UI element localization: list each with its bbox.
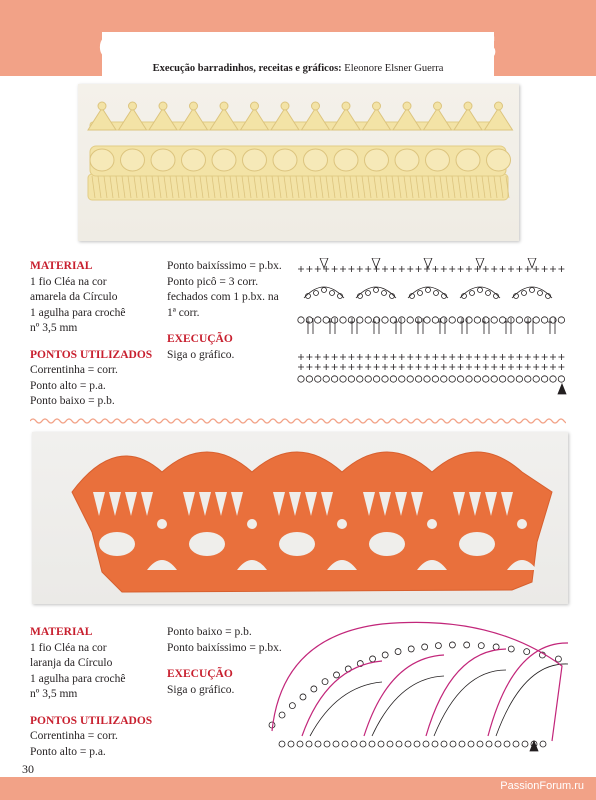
pattern1-stitch-line: Ponto picô = 3 corr. xyxy=(167,275,259,288)
pattern1-material-line: nº 3,5 mm xyxy=(30,322,78,334)
pattern1-material-heading: MATERIAL xyxy=(30,260,93,272)
pattern2-material-line: laranja da Círculo xyxy=(30,657,113,669)
pattern1-left-column xyxy=(30,259,152,410)
pattern1-material-line: 1 agulha para crochê xyxy=(30,306,126,319)
pattern2-stitch-line: Ponto baixo = p.b. xyxy=(167,626,252,638)
credits-author: Eleonore Elsner Guerra xyxy=(344,63,444,74)
credits-line xyxy=(0,62,596,76)
pattern2-stitch-line: Ponto alto = p.a. xyxy=(30,745,106,758)
pattern2-stitches-heading: PONTOS UTILIZADOS xyxy=(30,714,153,727)
pattern2-material-line: 1 fio Cléa na cor xyxy=(30,641,107,654)
pattern1-stitch-line: 1ª corr. xyxy=(167,306,200,319)
pattern1-stitch-line: Ponto baixo = p.b. xyxy=(30,395,115,407)
pattern2-material-heading: MATERIAL xyxy=(30,626,93,638)
pattern1-execution-text: Siga o gráfico. xyxy=(167,348,235,361)
pattern1-stitch-line: fechados com 1 p.bx. na xyxy=(167,291,279,303)
orange-border-photo xyxy=(32,432,568,604)
pattern1-stitch-line: Ponto baixíssimo = p.bx. xyxy=(167,260,282,272)
pattern1-stitch-line: Ponto alto = p.a. xyxy=(30,379,106,392)
pattern2-material-line: 1 agulha para crochê xyxy=(30,672,126,685)
pattern2-execution-heading: EXECUÇÃO xyxy=(167,668,233,680)
watermark: PassionForum.ru xyxy=(500,780,584,792)
section-divider xyxy=(30,413,566,429)
pattern1-stitch-diagram xyxy=(296,258,576,405)
pattern1-material-line: amarela da Círculo xyxy=(30,291,118,303)
page-number: 30 xyxy=(22,762,34,776)
pattern2-stitch-diagram xyxy=(262,606,572,761)
pattern1-execution-heading: EXECUÇÃO xyxy=(167,333,233,345)
pattern2-stitch-line: Ponto baixíssimo = p.bx. xyxy=(167,641,282,654)
pattern1-material-line: 1 fio Cléa na cor xyxy=(30,275,107,288)
pattern2-left-column xyxy=(30,625,152,760)
pattern2-material-line: nº 3,5 mm xyxy=(30,688,78,700)
yellow-border-photo xyxy=(78,84,519,241)
pattern1-right-column xyxy=(167,259,282,363)
pattern1-stitches-heading: PONTOS UTILIZADOS xyxy=(30,348,153,361)
pattern2-execution-text: Siga o gráfico. xyxy=(167,683,235,696)
pattern1-stitch-line: Correntinha = corr. xyxy=(30,364,118,376)
credits-label: Execução barradinhos, receitas e gráficos: xyxy=(152,63,342,74)
pattern2-stitch-line: Correntinha = corr. xyxy=(30,730,118,742)
page-title: Galeria de BARRADINHOS xyxy=(98,29,498,66)
